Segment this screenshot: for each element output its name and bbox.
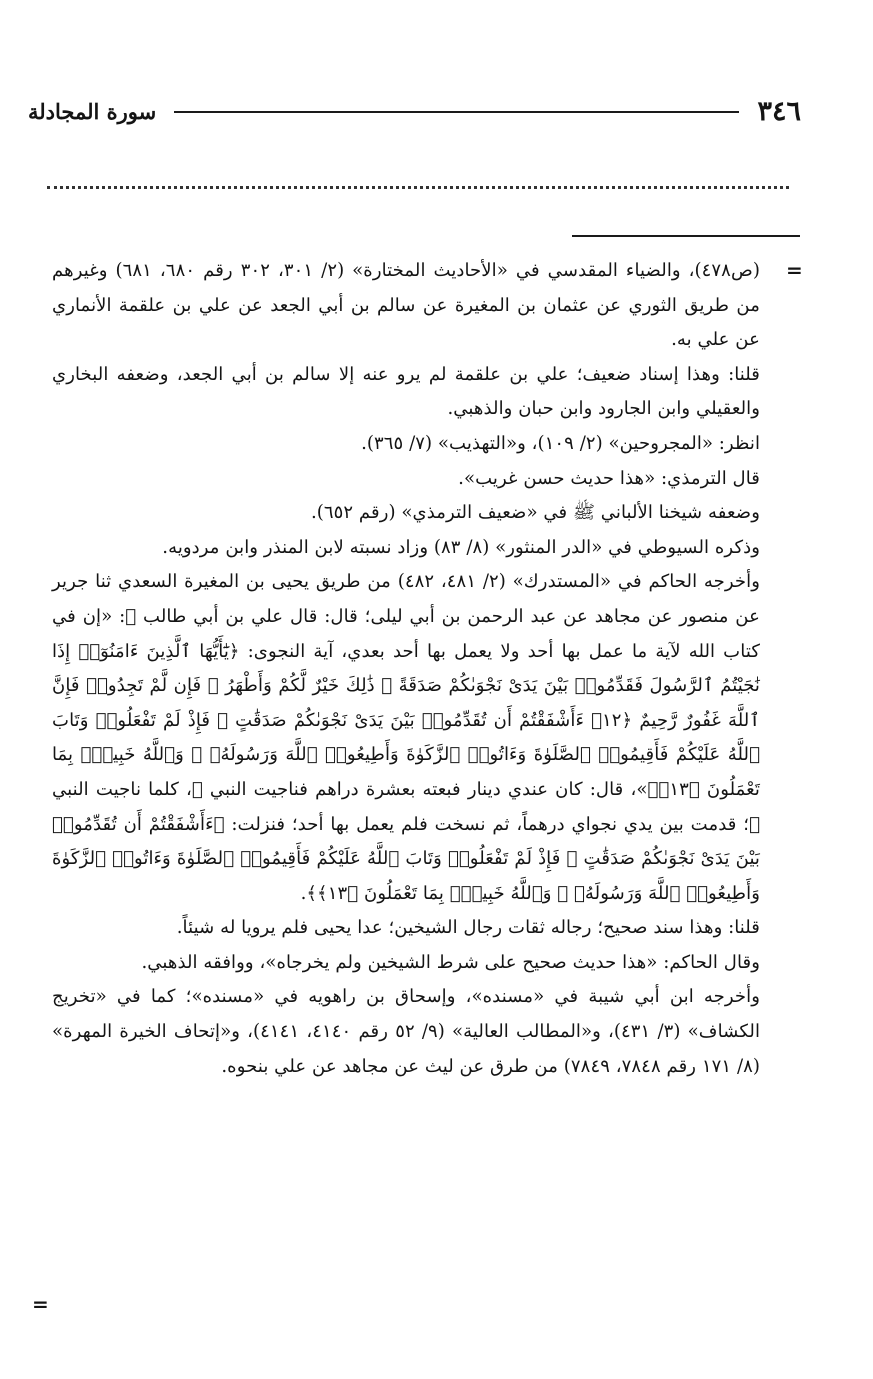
footnote-paragraph: وأخرجه ابن أبي شيبة في «مسنده»، وإسحاق بن راهويه في «مسنده»؛ كما في «تخريج الكشاف» (٣/ ٤٣١)، و«المطالب العالية» (٩/ ٥٢ رقم ٤١٤٠، ٤١٤١)، و«إتحاف الخيرة المهرة» (٨/ ١٧١ رقم ٧٨٤٨، ٧٨٤٩) من طرق عن ليث عن مجاهد عن علي بنحوه. (52, 986, 760, 1077)
footnote-paragraph: قلنا: وهذا إسناد ضعيف؛ علي بن علقمة لم يرو عنه إلا سالم بن أبي الجعد، وضعفه البخاري والعقيلي وابن الجارود وابن حبان والذهبي. (52, 363, 760, 420)
running-header (28, 88, 801, 136)
continuation-mark-top: = (786, 258, 803, 282)
footnote-paragraph: وذكره السيوطي في «الدر المنثور» (٨/ ٨٣) وزاد نسبته لابن المنذر وابن مردويه. (162, 536, 760, 558)
footnote-paragraph: وقال الحاكم: «هذا حديث صحيح على شرط الشيخين ولم يخرجاه»، ووافقه الذهبي. (141, 951, 760, 973)
footnote-paragraph: قلنا: وهذا سند صحيح؛ رجاله ثقات رجال الشيخين؛ عدا يحيى فلم يرويا له شيئاً. (176, 917, 760, 939)
footnote-paragraph: انظر: «المجروحين» (٢/ ١٠٩)، و«التهذيب» (٧/ ٣٦٥). (361, 432, 760, 454)
footnote-paragraph: (ص٤٧٨)، والضياء المقدسي في «الأحاديث المختارة» (٢/ ٣٠١، ٣٠٢ رقم ٦٨٠، ٦٨١) وغيرهم من طريق الثوري عن عثمان بن المغيرة عن سالم بن أبي الجعد عن علي بن علقمة الأنماري عن علي به. (52, 260, 761, 351)
header-rule (174, 111, 739, 113)
continuation-mark-bottom: = (32, 1292, 49, 1316)
page-number: ٣٤٦ (757, 96, 801, 127)
footnote-paragraph: وضعفه شيخنا الألباني ﷺ في «ضعيف الترمذي» (رقم ٦٥٢). (310, 502, 760, 524)
footnote-paragraph: وأخرجه الحاكم في «المستدرك» (٢/ ٤٨١، ٤٨٢) من طريق يحيى بن المغيرة السعدي ثنا جرير عن منصور عن مجاهد عن عبد الرحمن بن أبي ليلى؛ قال: قال علي بن أبي طالب ﷺ: «إن في كتاب الله لآية ما عمل بها أحد ولا يعمل بها أحد بعدي، آية النجوى: ﴿يَٰٓأَيُّهَا ٱلَّذِينَ ءَامَنُوٓا۟ إِذَا نَٰجَيْتُمُ ٱلرَّسُولَ فَقَدِّمُوا۟ بَيْنَ يَدَىْ نَجْوَىٰكُمْ صَدَقَةً ۚ ذَٰلِكَ خَيْرٌ لَّكُمْ وَأَطْهَرُ ۚ فَإِن لَّمْ تَجِدُوا۟ فَإِنَّ ٱللَّهَ غَفُورٌ رَّحِيمٌ ﴿١٢﴾ ءَأَشْفَقْتُمْ أَن تُقَدِّمُوا۟ بَيْنَ يَدَىْ نَجْوَىٰكُمْ صَدَقَٰتٍ ۚ فَإِذْ لَمْ تَفْعَلُوا۟ وَتَابَ ٱللَّهُ عَلَيْكُمْ فَأَقِيمُوا۟ ٱلصَّلَوٰةَ وَءَاتُوا۟ ٱلزَّكَوٰةَ وَأَطِيعُوا۟ ٱللَّهَ وَرَسُولَهُۥ ۚ وَٱللَّهُ خَبِيرٌۢ بِمَا تَعْمَلُونَ ﴿١٣﴾﴾»، قال: كان عندي دينار فبعته بعشرة دراهم فناجيت النبي ﷺ، كلما ناجيت النبي ﷺ؛ قدمت بين يدي نجواي درهماً، ثم نسخت فلم يعمل بها أحد؛ فنزلت: ﴿ءَأَشْفَقْتُمْ أَن تُقَدِّمُوا۟ بَيْنَ يَدَىْ نَجْوَىٰكُمْ صَدَقَٰتٍ ۚ فَإِذْ لَمْ تَفْعَلُوا۟ وَتَابَ ٱللَّهُ عَلَيْكُمْ فَأَقِيمُوا۟ ٱلصَّلَوٰةَ وَءَاتُوا۟ ٱلزَّكَوٰةَ وَأَطِيعُوا۟ ٱللَّهَ وَرَسُولَهُۥ ۚ وَٱللَّهُ خَبِيرٌۢ بِمَا تَعْمَلُونَ ﴿١٣﴾﴾. (52, 571, 761, 904)
surah-title: سورة المجادلة (28, 99, 157, 124)
footnote-paragraph: قال الترمذي: «هذا حديث حسن غريب». (458, 467, 760, 489)
footnote-body (52, 254, 760, 1084)
dotted-separator (47, 186, 789, 189)
footnote-separator (572, 235, 800, 237)
